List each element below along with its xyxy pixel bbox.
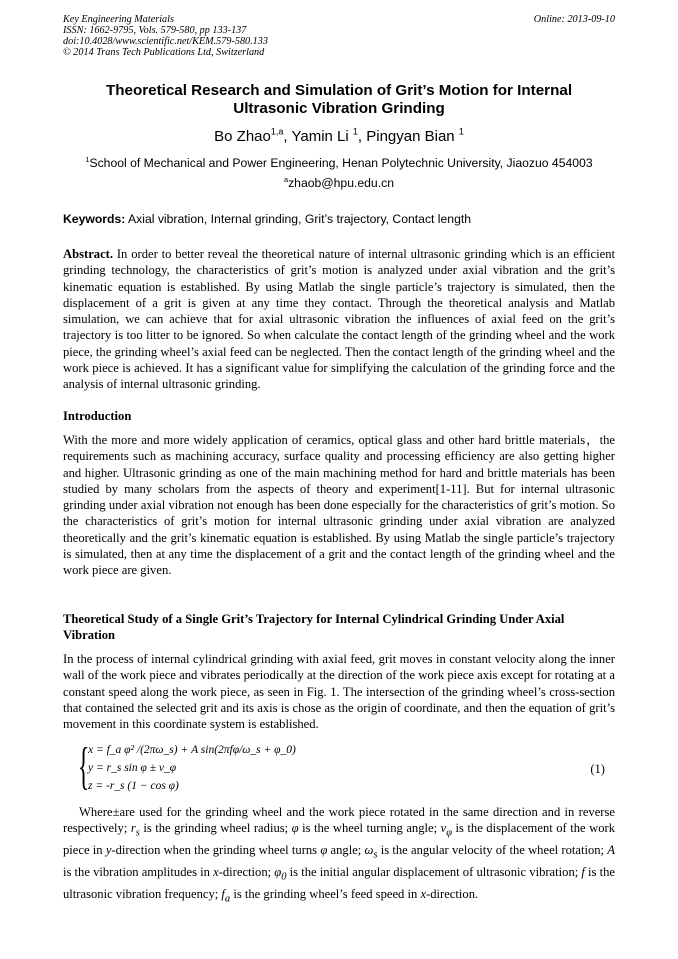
author-name: Pingyan Bian [366, 128, 455, 145]
author-affil-mark: 1 [352, 126, 358, 137]
section-heading-theoretical-study: Theoretical Study of a Single Grit’s Trajectory for Internal Cylindrical Grinding Under Axial Vibration [63, 612, 565, 643]
equation-line-z: z = -r_s (1 − cos φ) [88, 780, 179, 792]
symbol-subscript: 0 [281, 871, 287, 883]
section-paragraph: In the process of internal cylindrical grinding with axial feed, grit moves in constant velocity along the inner wall of the work piece and vibrates periodically at the direction of the work piece axis except for rotating at a constant speed along the work piece, as seen in Fig. 1. The intersection of the grinding wheel’s cross-section that contained the selected grit and its axis is chose as the origin of coordinate, and then the equation of grit’s movement in this coordinate system is established. [63, 652, 615, 732]
where-text: -direction. [426, 886, 479, 901]
symbol-phi: φ [291, 821, 299, 836]
author-separator: , [357, 128, 367, 145]
author-name: Yamin Li [291, 128, 349, 145]
title-line-1: Theoretical Research and Simulation of Grit’s Motion for Internal [105, 82, 573, 99]
where-text: is the ultrasonic vibration frequency; [63, 864, 615, 901]
where-text: are used for the grinding wheel and the work piece rotated in the same direction and in reverse respectively; [63, 805, 615, 836]
symbol-subscript: φ [446, 827, 453, 839]
symbol-subscript: a [224, 893, 231, 905]
equation-1 [78, 738, 615, 799]
where-text: is the initial angular displacement of ultrasonic vibration; [286, 864, 582, 879]
paper-title [63, 82, 615, 118]
equation-line-y: y = r_s sin φ ± v_φ [88, 762, 177, 774]
affiliation [63, 156, 615, 170]
equation-brace: { [78, 738, 90, 795]
keywords-text: Axial vibration, Internal grinding, Grit’s trajectory, Contact length [125, 212, 472, 226]
equation-line-x: x = f_a φ² /(2πω_s) + A sin(2πfφ/ω_s + φ_0) [88, 744, 296, 756]
author-affil-mark: 1,a [270, 126, 284, 137]
where-text: -direction; [218, 864, 275, 879]
abstract-text: In order to better reveal the theoretical nature of internal ultrasonic grinding which is an efficient grinding technology, the characteristics of grit’s motion is analyzed under axial vibration and the grit’s kinematic equation is established. By using Matlab the single particle’s trajectory is simulated, then the displacement of a grit is given at any time they contact. Through the theoretical analysis and Matlab simulation, we can achieve that for axial ultrasonic vibration the influences of axial feed on the grit’s trajectory is too litter to be ignored. So when calculate the contact length of the grinding wheel and the work piece, the grinding wheel’s axial feed can be neglected. Then the contact length of the grinding wheel and the work piece is achieved. It has a significant value for simplifying the calculation of the grinding force and the analysis of internal ultrasonic grinding. [63, 247, 615, 392]
abstract-label: Abstract. [63, 247, 114, 261]
where-text: -direction when the grinding wheel turns [111, 843, 321, 858]
where-paragraph [63, 804, 615, 908]
equation-number: (1) [590, 762, 605, 776]
symbol-A: A [607, 843, 615, 858]
email-address[interactable]: zhaob@hpu.edu.cn [288, 176, 394, 190]
symbol-subscript: s [373, 849, 378, 861]
symbol-phi: φ [274, 864, 282, 879]
symbol-subscript: s [135, 827, 140, 839]
author-name: Bo Zhao [214, 128, 271, 145]
where-text: Where [79, 805, 113, 819]
symbol-x: x [213, 864, 219, 879]
affiliation-mark: 1 [85, 154, 90, 164]
where-text: angle; [327, 843, 365, 858]
symbol-x: x [420, 886, 427, 901]
online-date: Online: 2013-09-10 [533, 14, 615, 25]
author-separator: , [283, 128, 292, 145]
where-text: is the angular velocity of the wheel rotation; [377, 843, 608, 858]
where-text: is the vibration amplitudes in [63, 864, 214, 879]
keywords [63, 212, 615, 226]
symbol-f: f [221, 886, 225, 901]
symbol-phi: φ [320, 843, 328, 858]
section-heading-introduction: Introduction [63, 409, 132, 423]
symbol-omega: ω [364, 843, 374, 858]
keywords-label: Keywords: [63, 212, 126, 226]
title-line-2: Ultrasonic Vibration Grinding [233, 100, 445, 117]
symbol-v: v [440, 821, 447, 836]
doi-line[interactable]: doi:10.4028/www.scientific.net/KEM.579-580.133 [63, 36, 268, 47]
symbol-f: f [581, 864, 585, 879]
where-text: is the grinding wheel radius; [139, 821, 292, 836]
issn-line: ISSN: 1662-9795, Vols. 579-580, pp 133-137 [63, 25, 247, 36]
author-email [63, 176, 615, 190]
author-list [63, 128, 615, 145]
where-text: is the grinding wheel’s feed speed in [230, 886, 421, 901]
plus-minus-symbol: ± [112, 805, 120, 819]
copyright-line: © 2014 Trans Tech Publications Ltd, Switzerland [63, 47, 265, 58]
where-text: is the wheel turning angle; [298, 821, 441, 836]
symbol-y: y [105, 843, 112, 858]
journal-header [63, 14, 615, 58]
where-text: is the displacement of the work piece in [63, 821, 615, 858]
abstract [63, 246, 615, 393]
affiliation-text: School of Mechanical and Power Engineering, Henan Polytechnic University, Jiaozuo 454003 [89, 156, 593, 170]
introduction-paragraph: With the more and more widely application of ceramics, optical glass and other hard brittle materials，the requirements such as machining accuracy, surface quality and processing efficiency are also getting higher and higher. Ultrasonic grinding as one of the main machining method for hard and brittle materials has been studied by many scholars from the aspects of theory and experiment[1-11]. But for internal ultrasonic grinding under axial vibration not enough has been done especially for the characteristics of grit’s motion. So the characteristics of grit’s motion for internal ultrasonic grinding under axial vibration are analyzed theoretically and the grit’s kinematic equation is established. By using Matlab the single particle’s trajectory is simulated, then at any time the displacement of a grit and the contact length of the grinding wheel and the work piece are given. [63, 433, 615, 578]
author-affil-mark: 1 [458, 126, 464, 137]
email-mark: a [284, 174, 289, 184]
symbol-r: r [130, 821, 136, 836]
journal-name: Key Engineering Materials [63, 14, 174, 25]
